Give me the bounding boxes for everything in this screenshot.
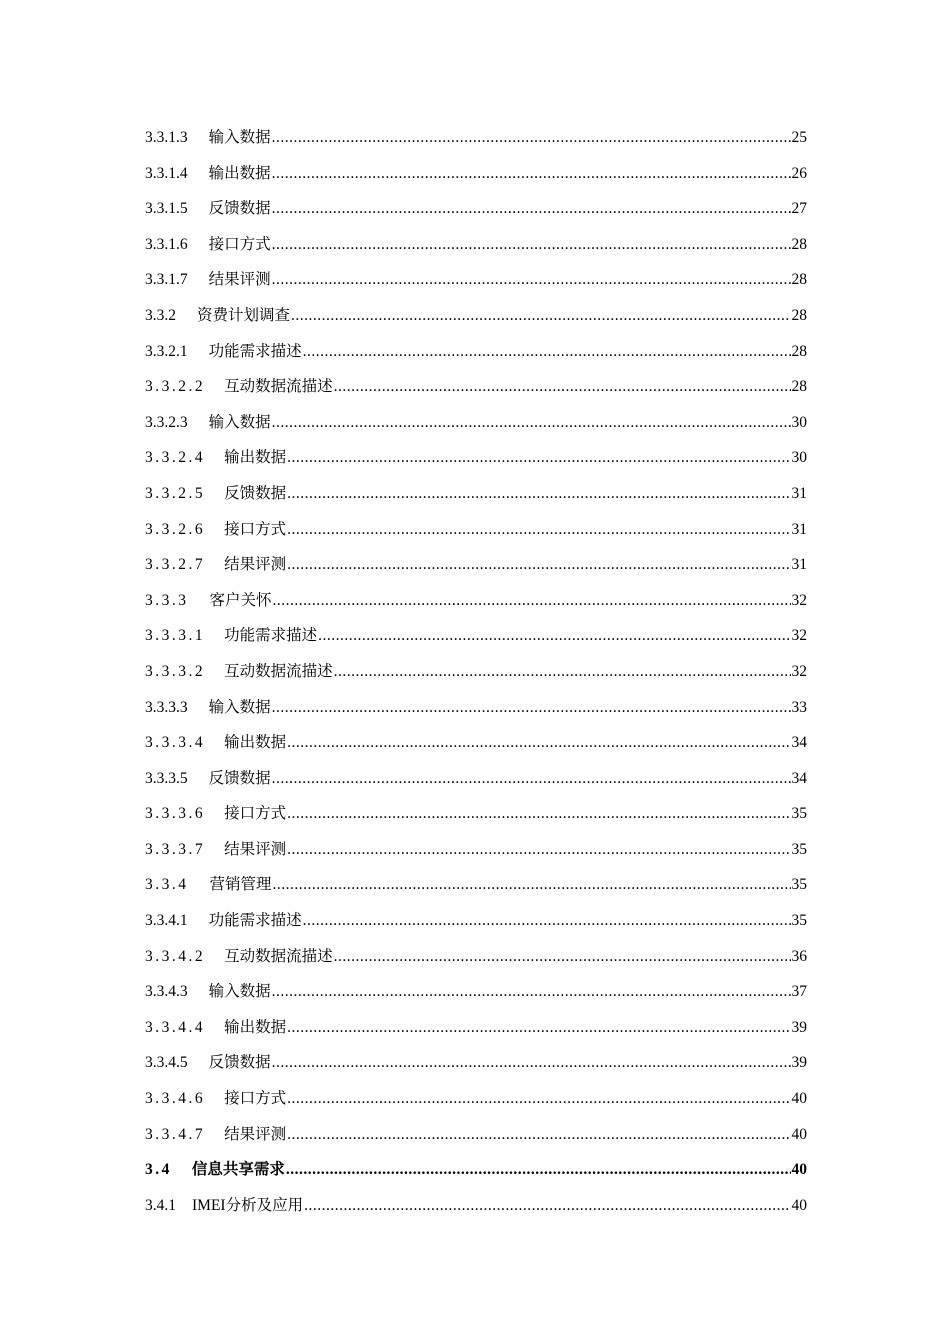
dot-leader	[273, 583, 791, 619]
dot-leader	[303, 334, 791, 370]
toc-entry-page: 32	[791, 662, 807, 680]
dot-leader	[272, 262, 791, 298]
dot-leader	[272, 120, 791, 156]
toc-entry-page: 26	[791, 164, 807, 182]
dot-leader	[272, 156, 791, 192]
toc-entry[interactable]	[145, 583, 807, 619]
toc-entry[interactable]	[145, 690, 807, 726]
dot-leader	[286, 1152, 791, 1188]
toc-entry-title: 反馈数据	[224, 484, 287, 502]
toc-entry-page: 25	[791, 129, 807, 146]
toc-entry-page: 40	[791, 1125, 807, 1143]
toc-entry-title: 接口方式	[224, 1090, 287, 1108]
toc-entry-page: 36	[791, 947, 807, 965]
toc-entry[interactable]	[145, 547, 807, 583]
toc-entry-number: 3.3.2.4	[145, 449, 206, 467]
toc-entry-page: 40	[791, 1161, 807, 1179]
toc-entry-title: 反馈数据	[208, 1054, 271, 1072]
toc-entry-section[interactable]	[145, 1152, 807, 1188]
toc-entry-page: 32	[791, 591, 807, 609]
toc-entry-number: 3.3.2.6	[145, 520, 206, 538]
toc-entry[interactable]	[145, 369, 807, 405]
dot-leader	[287, 725, 790, 761]
toc-entry[interactable]	[145, 262, 807, 298]
toc-entry-number: 3.3.4.6	[145, 1090, 206, 1108]
toc-entry[interactable]	[145, 476, 807, 512]
toc-entry-page: 35	[791, 840, 807, 858]
toc-entry-page: 39	[791, 1018, 807, 1036]
toc-entry-number: 3.3.3.3	[145, 698, 188, 716]
toc-entry[interactable]	[145, 1045, 807, 1081]
toc-entry-page: 39	[791, 1054, 807, 1072]
toc-entry-number: 3.3.3.1	[145, 627, 206, 645]
toc-entry-title: 结果评测	[224, 1125, 287, 1143]
toc-entry-number: 3.4.1	[145, 1196, 176, 1214]
toc-entry[interactable]	[145, 903, 807, 939]
toc-entry[interactable]	[145, 120, 807, 156]
toc-entry-title: 反馈数据	[208, 769, 271, 787]
toc-entry-title: 输入数据	[208, 413, 271, 431]
dot-leader	[272, 1045, 791, 1081]
dot-leader	[272, 191, 791, 227]
toc-entry[interactable]	[145, 796, 807, 832]
toc-entry-number: 3.3.2.7	[145, 556, 206, 574]
toc-entry-number: 3.3.2.3	[145, 413, 188, 431]
toc-entry-number: 3.3.2.2	[145, 378, 206, 396]
toc-entry[interactable]	[145, 867, 807, 903]
toc-entry-title: 功能需求描述	[208, 912, 302, 930]
dot-leader	[287, 476, 790, 512]
toc-entry-number: 3.3.4.7	[145, 1125, 206, 1143]
dot-leader	[334, 654, 791, 690]
toc-entry-title: 客户关怀	[209, 591, 272, 609]
toc-entry[interactable]	[145, 974, 807, 1010]
toc-entry-number: 3.3.1.3	[145, 129, 188, 146]
toc-entry-number: 3.3.2.5	[145, 484, 206, 502]
toc-entry-page: 31	[791, 484, 807, 502]
toc-entry-title: 输出数据	[224, 1018, 287, 1036]
toc-entry-title: 结果评测	[224, 556, 287, 574]
toc-entry-number: 3.3.3.2	[145, 662, 206, 680]
toc-entry-page: 35	[791, 805, 807, 823]
toc-entry-page: 30	[791, 413, 807, 431]
toc-entry-number: 3.3.4.3	[145, 983, 188, 1001]
dot-leader	[334, 939, 791, 975]
toc-entry-title: 反馈数据	[208, 200, 271, 218]
toc-entry[interactable]	[145, 334, 807, 370]
toc-entry-number: 3.3.3.6	[145, 805, 206, 823]
toc-entry[interactable]	[145, 1081, 807, 1117]
dot-leader	[272, 974, 791, 1010]
toc-entry[interactable]	[145, 156, 807, 192]
toc-entry-title: 接口方式	[224, 520, 287, 538]
toc-entry-page: 28	[791, 378, 807, 396]
toc-entry[interactable]	[145, 1188, 807, 1224]
toc-entry[interactable]	[145, 654, 807, 690]
toc-entry-title: 输出数据	[224, 734, 287, 752]
toc-entry-title: 接口方式	[208, 235, 271, 253]
toc-entry[interactable]	[145, 405, 807, 441]
toc-entry-title: 输出数据	[208, 164, 271, 182]
toc-entry[interactable]	[145, 512, 807, 548]
toc-entry-title: 功能需求描述	[224, 627, 318, 645]
toc-entry-number: 3.3.1.6	[145, 235, 188, 253]
toc-entry-number: 3.3.2.1	[145, 342, 188, 360]
toc-entry-page: 28	[791, 306, 807, 324]
toc-entry[interactable]	[145, 1010, 807, 1046]
dot-leader	[334, 369, 791, 405]
toc-entry-page: 34	[791, 734, 807, 752]
dot-leader	[287, 440, 790, 476]
toc-entry-title: 互动数据流描述	[224, 947, 333, 965]
dot-leader	[287, 1010, 790, 1046]
dot-leader	[272, 227, 791, 263]
toc-entry-page: 28	[791, 235, 807, 253]
toc-entry-number: 3.3.1.4	[145, 164, 188, 182]
toc-entry-title: 输入数据	[208, 983, 271, 1001]
toc-entry[interactable]	[145, 761, 807, 797]
toc-entry-number: 3.3.4.2	[145, 947, 206, 965]
toc-entry-number: 3.3.1.5	[145, 200, 188, 218]
toc-entry-title: 输入数据	[208, 698, 271, 716]
dot-leader	[272, 690, 791, 726]
toc-entry[interactable]	[145, 725, 807, 761]
toc-entry-page: 40	[791, 1196, 807, 1214]
toc-entry[interactable]	[145, 1117, 807, 1153]
toc-entry-number: 3.3.1.7	[145, 271, 188, 289]
toc-entry-number: 3.3.4.4	[145, 1018, 206, 1036]
dot-leader	[272, 405, 791, 441]
toc-entry-number: 3.3.4.5	[145, 1054, 188, 1072]
dot-leader	[287, 1117, 790, 1153]
toc-entry-number: 3.3.4.1	[145, 912, 188, 930]
toc-entry-page: 32	[791, 627, 807, 645]
dot-leader	[318, 618, 790, 654]
toc-entry-page: 27	[791, 200, 807, 218]
toc-entry-title: IMEI分析及应用	[192, 1196, 304, 1214]
dot-leader	[272, 761, 791, 797]
toc-entry-number: 3.3.2	[145, 306, 176, 324]
toc-entry[interactable]	[145, 939, 807, 975]
toc-entry-number: 3.3.3.4	[145, 734, 206, 752]
toc-entry-title: 结果评测	[208, 271, 271, 289]
toc-entry-title: 输入数据	[208, 129, 271, 146]
toc-entry-page: 31	[791, 520, 807, 538]
toc-entry[interactable]	[145, 832, 807, 868]
toc-entry-title: 功能需求描述	[208, 342, 302, 360]
dot-leader	[287, 1081, 790, 1117]
dot-leader	[287, 796, 790, 832]
dot-leader	[303, 903, 791, 939]
toc-entry-page: 37	[791, 983, 807, 1001]
dot-leader	[291, 298, 790, 334]
toc-entry-title: 接口方式	[224, 805, 287, 823]
toc-entry-title: 互动数据流描述	[224, 662, 333, 680]
toc-entry[interactable]	[145, 440, 807, 476]
toc-entry-title: 互动数据流描述	[224, 378, 333, 396]
toc-entry-title: 资费计划调查	[197, 306, 291, 324]
toc-entry-page: 35	[791, 912, 807, 930]
toc-entry[interactable]	[145, 191, 807, 227]
toc-entry-title: 信息共享需求	[191, 1161, 285, 1179]
toc-entry-page: 34	[791, 769, 807, 787]
toc-entry-page: 28	[791, 342, 807, 360]
dot-leader	[287, 832, 790, 868]
toc-entry[interactable]	[145, 227, 807, 263]
dot-leader	[287, 512, 790, 548]
toc-entry[interactable]	[145, 298, 807, 334]
toc-entry-page: 35	[791, 876, 807, 894]
toc-entry-page: 40	[791, 1090, 807, 1108]
dot-leader	[287, 547, 790, 583]
toc-entry-title: 营销管理	[209, 876, 272, 894]
toc-entry-number: 3.3.3.7	[145, 840, 206, 858]
toc-entry-page: 28	[791, 271, 807, 289]
dot-leader	[273, 867, 791, 903]
toc-entry-number: 3.3.4	[145, 876, 189, 894]
toc-entry-number: 3.4	[145, 1161, 172, 1179]
toc-entry-page: 33	[791, 698, 807, 716]
toc-entry[interactable]	[145, 618, 807, 654]
dot-leader	[304, 1188, 790, 1224]
toc-entry-title: 结果评测	[224, 840, 287, 858]
toc-entry-number: 3.3.3.5	[145, 769, 188, 787]
table-of-contents	[145, 120, 807, 1223]
toc-entry-page: 31	[791, 556, 807, 574]
toc-entry-page: 30	[791, 449, 807, 467]
toc-entry-number: 3.3.3	[145, 591, 189, 609]
toc-entry-title: 输出数据	[224, 449, 287, 467]
